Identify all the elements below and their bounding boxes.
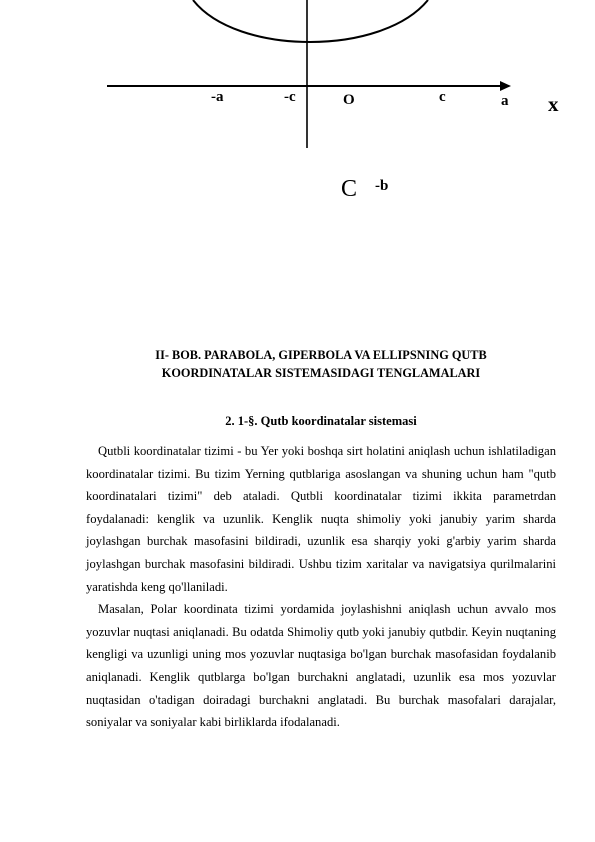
paragraph-2: Masalan, Polar koordinata tizimi yordamida joylashishni aniqlash uchun avvalo mos yozuvlar nuqtasi aniqlanadi. Bu odatda Shimoliy qutb yoki janubiy qutbdir. Keyin nuqtaning kengligi va uzunligi uning mos yozuvlar nuqtasiga bo'lgan burchak masofasidan foydalanib aniqlanadi. Kenglik qutblarga bo'lgan burchakni anglatadi, uzunlik esa mos yozuvlar nuqtasidan o'tadigan doiradagi burchakni anglatadi. Bu burchak masofalari darajalar, soniyalar va soniyalar kabi birliklarda ifodalanadi. (86, 602, 556, 730)
paragraph-1: Qutbli koordinatalar tizimi - bu Yer yoki boshqa sirt holatini aniqlash uchun ishlatiladigan koordinatalar tizimi. Bu tizim Yerning qutblariga asoslangan va shuning uchun ham "qutb koordinatalari tizimi" deb ataladi. Qutbli koordinatalar tizimi ikkita parametrdan foydalanadi: kenglik va uzunlik. Kenglik nuqta shimoliy yoki janubiy yarim sharda joylashgan burchak masofasini bildiradi, uzunlik esa sharqiy yoki g'arbiy yarim sharda joylashgan burchak masofasini bildiradi. Ushbu tizim xaritalar va navigatsiya qurilmalarini yaratishda keng qo'llaniladi. (86, 444, 556, 594)
ellipse-figure (0, 0, 595, 300)
chapter-title (86, 346, 556, 382)
body-text (86, 440, 556, 734)
label-a: a (501, 93, 509, 109)
label-origin: O (343, 92, 355, 108)
ellipse-diagram (0, 0, 595, 300)
section-title: 2. 1-§. Qutb koordinatalar sistemasi (225, 414, 417, 428)
label-neg-c: -c (284, 89, 296, 105)
ellipse-arc (193, 0, 428, 42)
label-x-axis: x (548, 92, 559, 116)
label-c: c (439, 89, 446, 105)
x-axis-arrowhead (500, 81, 511, 91)
chapter-title-line-2: KOORDINATALAR SISTEMASIDAGI TENGLAMALARI (161, 366, 481, 380)
label-neg-b: -b (375, 178, 389, 194)
label-neg-a: -a (211, 89, 224, 105)
label-big-c: C (341, 176, 358, 202)
chapter-title-line-1: II- BOB. PARABOLA, GIPERBOLA VA ELLIPSNING QUTB (155, 348, 487, 362)
